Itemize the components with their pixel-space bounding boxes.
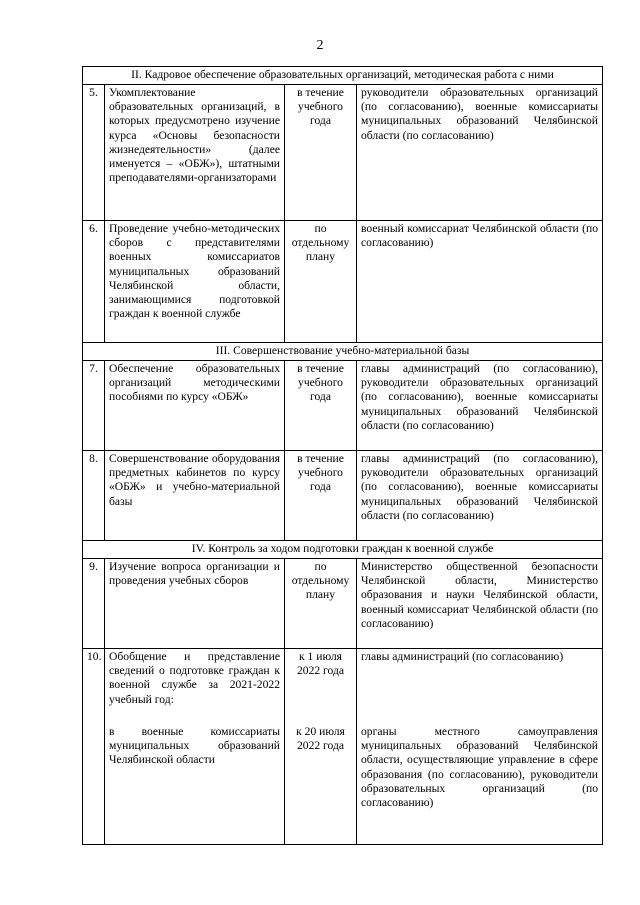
page-number: 2: [316, 38, 324, 53]
activity-cell: Укомплектование образовательных организаций, в которых предусмотрено изучение курса «Основы безопасности жизнедеятельности» (далее именуется – «ОБЖ»), штатными преподавателями-организаторами: [105, 85, 285, 221]
term-cell: в течение учебного года: [285, 451, 357, 541]
activity-cell: [105, 649, 285, 845]
term-cell: в течение учебного года: [285, 85, 357, 221]
term-text: к 1 июля 2022 года: [296, 650, 345, 678]
executors-cell: руководители образовательных организаций (по согласованию), военные комиссариаты муниципальных образований Челябинской области (по согласованию): [357, 85, 603, 221]
row-number: 9.: [83, 559, 105, 649]
table-row: [83, 221, 603, 343]
section-title: II. Кадровое обеспечение образовательных организаций, методическая работа с ними: [83, 67, 603, 85]
section-title: III. Совершенствование учебно-материальной базы: [83, 343, 603, 361]
term-text: к 20 июля 2022 года: [296, 725, 345, 753]
executors-cell: Министерство общественной безопасности Челябинской области, Министерство образования и науки Челябинской области, военный комиссариат Челябинской области (по согласованию): [357, 559, 603, 649]
section-header-row: [83, 343, 603, 361]
section-header-row: [83, 541, 603, 559]
plan-table: [82, 66, 603, 845]
section-title: IV. Контроль за ходом подготовки граждан к военной службе: [83, 541, 603, 559]
section-header-row: [83, 67, 603, 85]
executors-cell: [357, 649, 603, 845]
activity-cell: Обеспечение образовательных организаций методическими пособиями по курсу «ОБЖ»: [105, 361, 285, 451]
executors-cell: главы администраций (по согласованию), руководители образовательных организаций (по согласованию), военные комиссариаты муниципальных образований Челябинской области (по согласованию): [357, 361, 603, 451]
term-cell: [285, 649, 357, 845]
activity-cell: Проведение учебно-методических сборов с представителями военных комиссариатов муниципальных образований Челябинской области, занимающимися подготовкой граждан к военной службе: [105, 221, 285, 343]
activity-text: в военные комиссариаты муниципальных образований Челябинской области: [109, 724, 280, 767]
row-number: 8.: [83, 451, 105, 541]
activity-text: Обобщение и представление сведений о подготовке граждан к военной службе за 2021-2022 учебный год:: [109, 650, 280, 706]
term-cell: по отдельному плану: [285, 559, 357, 649]
executors-text: главы администраций (по согласованию): [361, 650, 564, 663]
row-number: 7.: [83, 361, 105, 451]
table-row: [83, 559, 603, 649]
executors-cell: главы администраций (по согласованию), руководители образовательных организаций (по согласованию), военные комиссариаты муниципальных образований Челябинской области (по согласованию): [357, 451, 603, 541]
term-cell: в течение учебного года: [285, 361, 357, 451]
row-number: 5.: [83, 85, 105, 221]
executors-cell: военный комиссариат Челябинской области (по согласованию): [357, 221, 603, 343]
activity-cell: Совершенствование оборудования предметных кабинетов по курсу «ОБЖ» и учебно-материальной базы: [105, 451, 285, 541]
table-row: [83, 649, 603, 845]
term-cell: по отдельному плану: [285, 221, 357, 343]
table-row: [83, 361, 603, 451]
row-number: 10.: [83, 649, 105, 845]
table-row: [83, 85, 603, 221]
table-row: [83, 451, 603, 541]
activity-cell: Изучение вопроса организации и проведения учебных сборов: [105, 559, 285, 649]
row-number: 6.: [83, 221, 105, 343]
executors-text: органы местного самоуправления муниципальных образований Челябинской области, осуществляющие управление в сфере образования (по согласованию), руководители образовательных организаций (по согласованию): [361, 725, 598, 810]
